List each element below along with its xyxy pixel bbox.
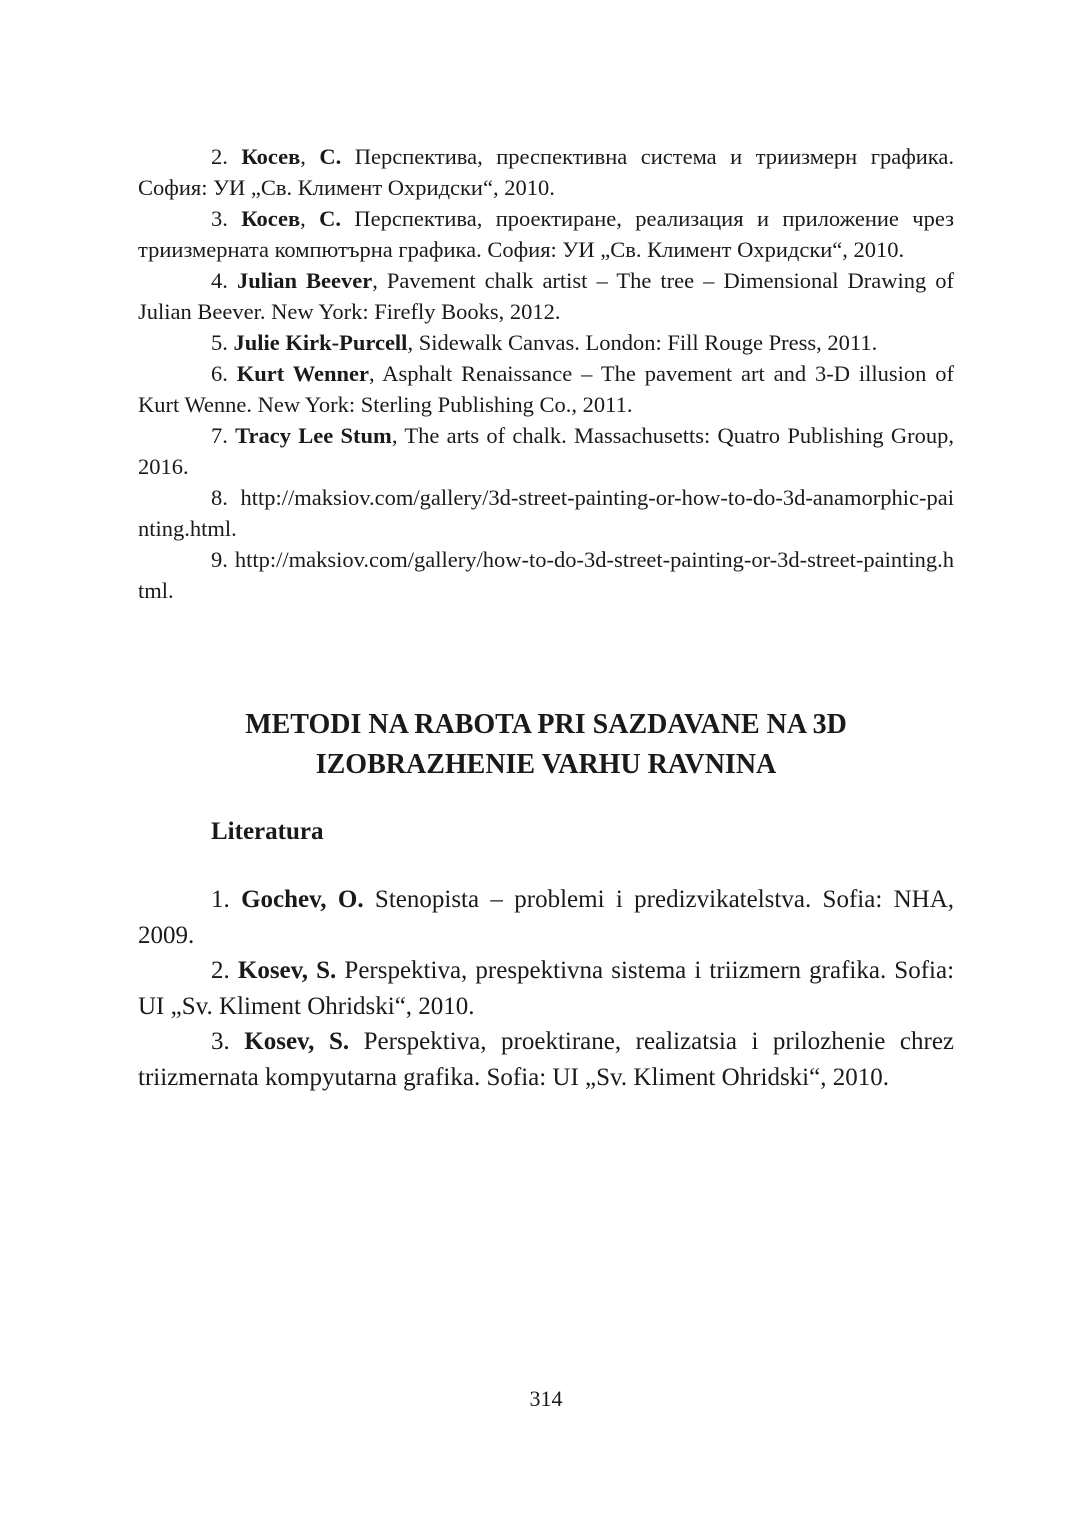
reference-item: 6. Kurt Wenner, Asphalt Renaissance – The pavement art and 3-D illusion of Kurt Wenne. New York: Sterling Publishing Co., 2011. — [138, 361, 954, 417]
page-number: 314 — [529, 1386, 563, 1411]
section-title-line: IZOBRAZHENIE VARHU RAVNINA — [315, 749, 777, 780]
reference-item: 4. Julian Beever, Pavement chalk artist – The tree – Dimensional Drawing of Julian Beever. New York: Firefly Books, 2012. — [138, 268, 955, 324]
reference-list-cyrillic — [138, 141, 954, 606]
section-title — [138, 705, 954, 785]
reference-item: 2. Косев, С. Перспектива, преспективна система и триизмерн графика. София: УИ „Св. Климент Охридски“, 2010. — [138, 144, 955, 200]
reference-item: 2. Kosev, S. Perspektiva, prespektivna sistema i triizmern grafika. Sofia: UI „Sv. Kliment Ohridski“, 2010. — [138, 957, 955, 1020]
reference-item-url: 9. http://maksiov.com/gallery/how-to-do-3d-street-painting-or-3d-street-painting.html. — [138, 547, 954, 603]
reference-item-url: 8. http://maksiov.com/gallery/3d-street-painting-or-how-to-do-3d-anamorphic-painting.html. — [138, 485, 954, 541]
reference-item: 7. Tracy Lee Stum, The arts of chalk. Massachusetts: Quatro Publishing Group, 2016. — [138, 423, 954, 479]
literature-heading: Literatura — [211, 818, 324, 845]
reference-item: 3. Kosev, S. Perspektiva, proektirane, realizatsia i prilozhenie chrez triizmernata kompyutarna grafika. Sofia: UI „Sv. Kliment Ohridski“, 2010. — [138, 1028, 955, 1091]
reference-item: 3. Косев, С. Перспектива, проектиране, реализация и приложение чрез триизмерната компютърна графика. София: УИ „Св. Климент Охридски“, 2010. — [138, 206, 955, 262]
reference-list-latin — [138, 882, 954, 1095]
section-title-line: METODI NA RABOTA PRI SAZDAVANE NA 3D — [245, 709, 847, 740]
reference-item: 1. Gochev, O. Stenopista – problemi i predizvikatelstva. Sofia: NHA, 2009. — [138, 886, 955, 949]
reference-item: 5. Julie Kirk-Purcell, Sidewalk Canvas. London: Fill Rouge Press, 2011. — [211, 330, 878, 355]
